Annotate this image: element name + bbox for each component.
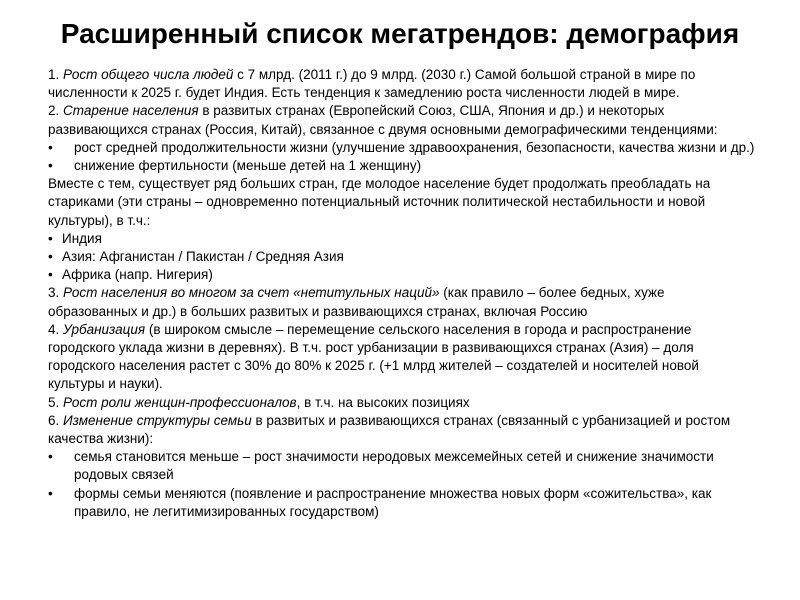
slide-title: Расширенный список мегатрендов: демография	[60, 18, 740, 49]
trend-3-number: 3.	[48, 285, 64, 301]
trend-4	[48, 321, 756, 394]
bullet-marker: •	[48, 139, 53, 155]
trend-5-text: , в т.ч. на высоких позициях	[296, 394, 470, 410]
trend-4-text: (в широком смысле – перемещение сельского населения в города и распространение городского уклада жизни в деревнях). В т.ч. рост урбанизации в развивающихся странах (Азия) – доля городского населения растет с 30% до 80% к 2025 г. (+1 млрд жителей – создателей и носителей новой культуры и науки).	[48, 321, 699, 392]
country-item-3-text: Африка (напр. Нигерия)	[62, 267, 213, 283]
trend-6-number: 6.	[48, 412, 64, 428]
trend-1-number: 1.	[48, 67, 64, 82]
country-item-2-text: Азия: Афганистан / Пакистан / Средняя Азия	[62, 249, 344, 265]
trend-2-bullet-1	[48, 139, 756, 157]
trend-6	[48, 412, 756, 448]
bullet-marker: •	[48, 485, 53, 501]
trend-6-bullet-1	[48, 448, 756, 484]
bullet-marker: •	[48, 230, 53, 246]
country-item-1-text: Индия	[62, 230, 102, 246]
trend-5-number: 5.	[48, 394, 64, 410]
trend-6-heading: Изменение структуры семьи	[63, 412, 252, 428]
trend-2-bullet-2-text: снижение фертильности (меньше детей на 1 женщину)	[74, 158, 422, 174]
trend-6-bullet-2-text: формы семьи меняются (появление и распространение множества новых форм «сожительства», как правило, не легитимизированных государством)	[74, 485, 712, 519]
bullet-marker: •	[48, 449, 53, 465]
bullet-marker: •	[48, 267, 53, 283]
trend-2-number: 2.	[48, 103, 64, 119]
country-item-3	[48, 266, 756, 284]
slide-body	[48, 66, 756, 521]
trend-2-bullet-2	[48, 157, 756, 175]
trend-2-bullet-1-text: рост средней продолжительности жизни (улучшение здравоохранения, безопасности, качества жизни и др.)	[74, 139, 755, 155]
trend-2-note: Вместе с тем, существует ряд больших стран, где молодое население будет продолжать преобладать на стариками (эти страны – одновременно потенциальный источник политической нестабильности и новой культуры), в т.ч.:	[48, 176, 711, 228]
trend-3	[48, 284, 756, 320]
trend-1-heading: Рост общего числа людей	[63, 67, 234, 82]
trend-3-text: (как правило – более бедных, хуже образованных и др.) в больших развитых и развивающихся странах, включая Россию	[48, 285, 665, 319]
trend-6-text: в развитых и развивающихся странах (связанный с урбанизацией и ростом качества жизни):	[48, 412, 731, 447]
country-item-1	[48, 230, 756, 248]
trend-6-bullet-2	[48, 485, 756, 521]
trend-1	[48, 66, 756, 102]
trend-5-heading: Рост роли женщин-профессионалов	[63, 394, 297, 410]
trend-2-heading: Старение населения	[63, 103, 199, 119]
trend-1-text: с 7 млрд. (2011 г.) до 9 млрд. (2030 г.) Самой большой страной в мире по численности к 2025 г. будет Индия. Есть тенденция к замедлению роста численности людей в мире.	[48, 67, 696, 101]
trend-6-bullet-1-text: семья становится меньше – рост значимости неродовых межсемейных сетей и снижение значимости родовых связей	[74, 449, 714, 483]
trend-2-text: в развитых странах (Европейский Союз, США, Япония и др.) и некоторых развивающихся странах (Россия, Китай), связанное с двумя основными демографическими тенденциями:	[48, 103, 718, 137]
trend-4-number: 4.	[48, 321, 64, 337]
trend-3-heading: Рост населения во многом за счет «нетитульных наций»	[63, 285, 440, 301]
bullet-marker: •	[48, 249, 53, 265]
trend-4-heading: Урбанизация	[63, 321, 146, 337]
bullet-marker: •	[48, 158, 53, 174]
country-item-2	[48, 248, 756, 266]
trend-2	[48, 102, 756, 138]
trend-5	[48, 394, 756, 412]
